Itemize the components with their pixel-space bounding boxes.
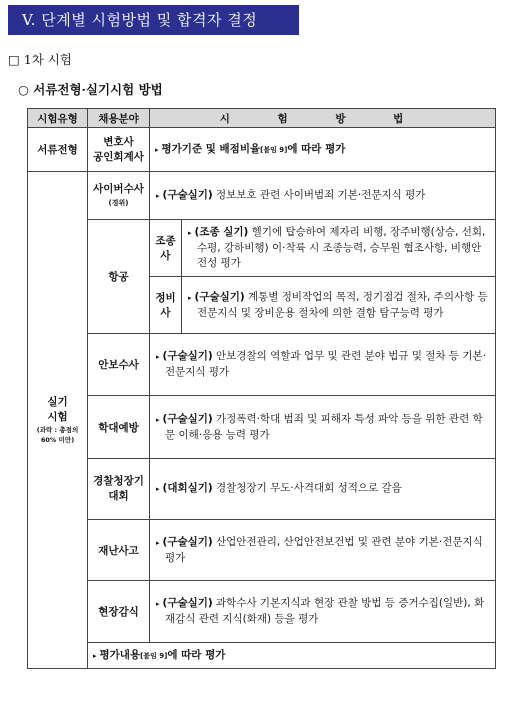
table-row <box>28 520 496 581</box>
field-cyber-label: 사이버수사 <box>93 182 144 195</box>
table-row <box>28 334 496 396</box>
table-row <box>28 172 496 220</box>
table-row <box>28 643 496 669</box>
header-method-label: 시 험 방 법 <box>219 112 426 125</box>
cell-method-pilot <box>182 220 496 277</box>
cell-method-document <box>150 128 496 172</box>
bullet-icon: ▸ <box>156 600 160 608</box>
method-tag: (조종 실기) <box>194 226 249 238</box>
header-method <box>150 109 496 128</box>
method-text: 헬기에 탑승하여 제자리 비행, 장주비행(상승, 선회, 수평, 강하비행) 이·착륙 시 조종능력, 승무원 협조사항, 비행안전성 평가 <box>197 226 486 269</box>
field-cyber-rank: (경위) <box>108 198 129 207</box>
method-text: 정보보호 관련 사이버범죄 기본·전문지식 평가 <box>212 188 426 201</box>
cell-role-pilot: 조종사 <box>150 220 182 277</box>
bullet-icon: ▸ <box>156 353 160 361</box>
cell-method-forensics <box>150 581 496 643</box>
method-tag: (구술실기) <box>194 290 245 303</box>
footer-method-suffix: 에 따라 평가 <box>167 648 226 661</box>
section-title-banner <box>8 5 299 35</box>
method-tag: (구술실기) <box>162 535 213 548</box>
bullet-icon: ▸ <box>188 293 192 302</box>
cell-field-forensics: 현장감식 <box>88 581 150 643</box>
method-text: 경찰청장기 무도·사격대회 성적으로 갈음 <box>212 482 402 494</box>
bullet-icon: ▸ <box>188 229 192 237</box>
method-text: 가정폭력·학대 범죄 및 피해자 특성 파악 등을 위한 관련 학문 이해·응용 능력 평가 <box>165 412 483 441</box>
cell-field-commissioner-cup: 경찰청장기 대회 <box>88 459 150 520</box>
doc-method-suffix: 에 따라 평가 <box>287 142 346 155</box>
cell-role-mechanic: 정비사 <box>150 277 182 334</box>
bullet-icon: ▸ <box>156 191 160 200</box>
method-text: 안보경찰의 역할과 업무 및 관련 분야 법규 및 절차 등 기본·전문지식 평가 <box>165 350 487 378</box>
subsection-title: □ 1차 시험 <box>8 52 72 67</box>
method-tag: (대회실기) <box>162 482 213 494</box>
method-tag: (구술실기) <box>162 412 213 425</box>
header-exam-type: 시험유형 <box>28 109 88 128</box>
bullet-icon: ▸ <box>156 415 160 424</box>
bullet-icon: ▸ <box>93 651 97 660</box>
footer-appendix-ref: [붙임 9] <box>140 651 168 660</box>
practical-type-label: 실기 시험 <box>47 396 68 423</box>
cell-field-security: 안보수사 <box>88 334 150 396</box>
subheading: ○ 서류전형·실기시험 방법 <box>18 82 163 97</box>
cell-method-abuse-prevention <box>150 396 496 459</box>
table-row <box>28 581 496 643</box>
method-tag: (구술실기) <box>162 188 213 201</box>
footer-method-text: 평가내용 <box>99 648 141 661</box>
cell-method-mechanic <box>182 277 496 334</box>
cell-field-cyber <box>88 172 150 220</box>
cell-field-disaster: 재난사고 <box>88 520 150 581</box>
table-row <box>28 220 496 277</box>
cell-type-document: 서류전형 <box>28 128 88 172</box>
section-title: V. 단계별 시험방법 및 합격자 결정 <box>22 11 258 29</box>
table-row <box>28 128 496 172</box>
cell-field-lawyer-cpa: 변호사 공인회계사 <box>88 128 150 172</box>
method-tag: (구술실기) <box>162 350 213 362</box>
table-header-row <box>28 109 496 128</box>
cell-method-footer <box>88 643 496 669</box>
cell-method-security <box>150 334 496 396</box>
bullet-icon: ▸ <box>156 485 160 493</box>
cell-field-aviation: 항공 <box>88 220 150 334</box>
method-text: 계통별 정비작업의 목적, 정기점검 절차, 주의사항 등 전문지식 및 장비운용 절차에 의한 결함 탐구능력 평가 <box>197 290 488 319</box>
cell-method-commissioner-cup <box>150 459 496 520</box>
cell-method-cyber <box>150 172 496 220</box>
cell-field-abuse-prevention: 학대예방 <box>88 396 150 459</box>
cell-method-disaster <box>150 520 496 581</box>
doc-appendix-ref: [붙임 9] <box>260 145 288 154</box>
cell-type-practical <box>28 172 88 669</box>
method-text: 산업안전관리, 산업안전보건법 및 관련 분야 기본·전문지식 평가 <box>165 535 483 564</box>
method-tag: (구술실기) <box>162 597 213 609</box>
table-row <box>28 396 496 459</box>
bullet-icon: ▸ <box>156 538 160 547</box>
doc-method-text: 평가기준 및 배점비율 <box>161 142 261 155</box>
header-field: 채용분야 <box>88 109 150 128</box>
exam-method-table <box>27 108 496 669</box>
bullet-icon: ▸ <box>155 145 159 154</box>
table-row <box>28 459 496 520</box>
practical-cutoff-note: (과락 : 총점의 60% 미만) <box>36 426 79 444</box>
method-text: 과학수사 기본지식과 현장 관찰 방법 등 증거수집(일반), 화재감식 관련 지식(화재) 등을 평가 <box>165 597 485 625</box>
